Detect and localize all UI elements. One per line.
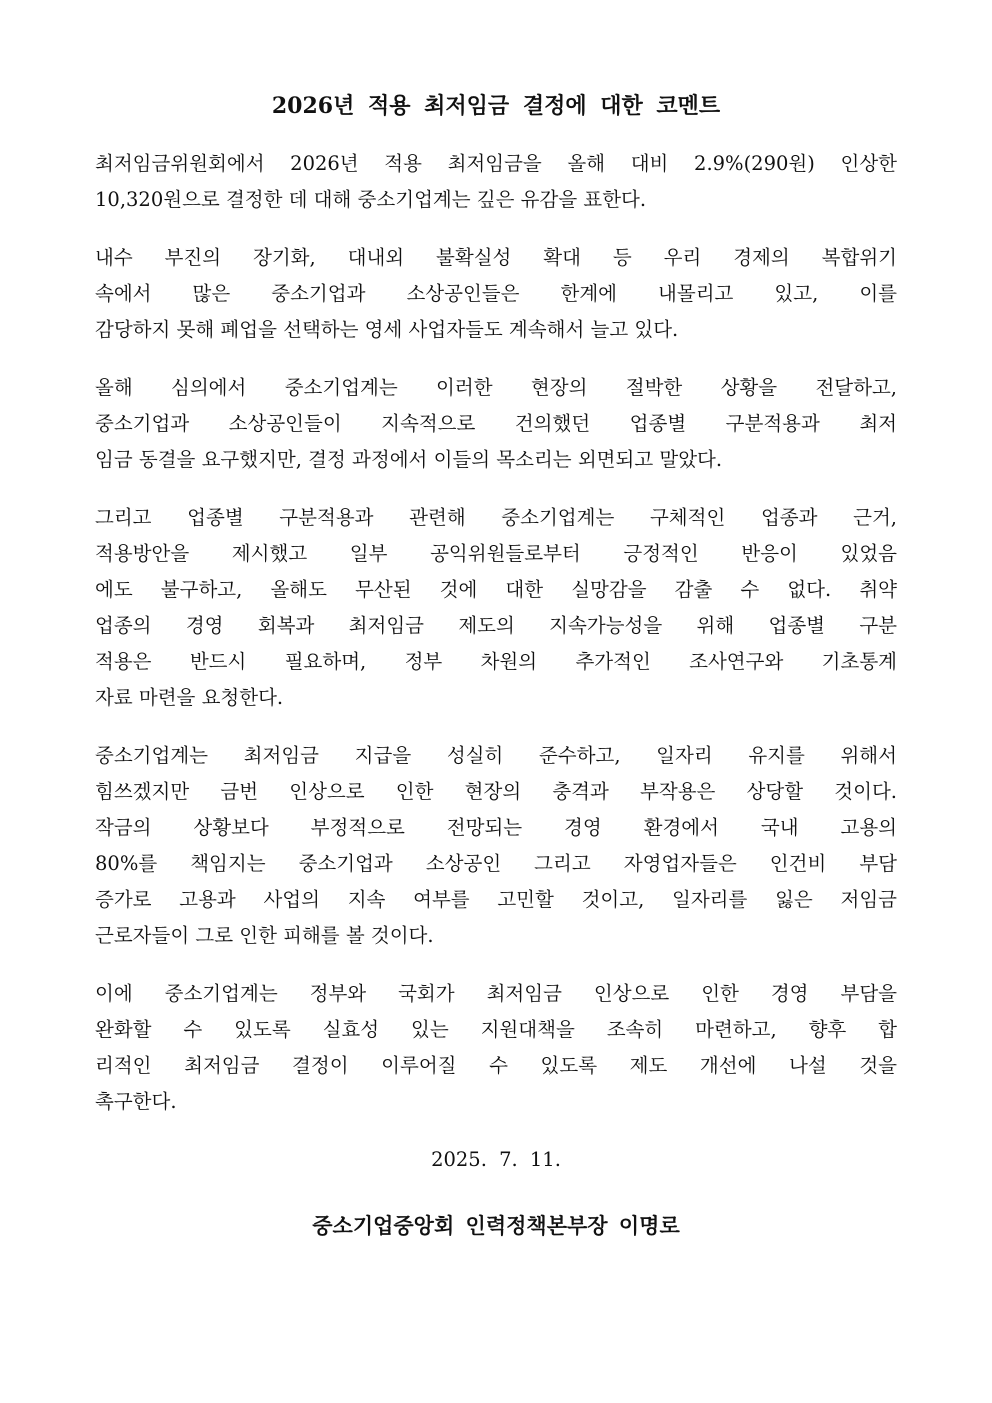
paragraph <box>95 240 897 348</box>
paragraph-line: 증가로 고용과 사업의 지속 여부를 고민할 것이고, 일자리를 잃은 저임금 <box>95 888 897 911</box>
document-date: 2025. 7. 11. <box>431 1148 561 1171</box>
paragraph <box>95 370 897 478</box>
paragraph-line: 촉구한다. <box>95 1090 177 1113</box>
paragraph-line: 10,320원으로 결정한 데 대해 중소기업계는 깊은 유감을 표한다. <box>95 188 647 211</box>
document-body <box>95 146 897 1120</box>
document-signature: 중소기업중앙회 인력정책본부장 이명로 <box>312 1213 680 1238</box>
paragraph-line: 중소기업계는 최저임금 지급을 성실히 준수하고, 일자리 유지를 위해서 <box>95 744 897 767</box>
document-page <box>95 88 897 1244</box>
paragraph-line: 내수 부진의 장기화, 대내외 불확실성 확대 등 우리 경제의 복합위기 <box>95 246 897 269</box>
document-title: 2026년 적용 최저임금 결정에 대한 코멘트 <box>271 93 721 119</box>
paragraph <box>95 500 897 716</box>
paragraph-line: 완화할 수 있도록 실효성 있는 지원대책을 조속히 마련하고, 향후 합 <box>95 1018 897 1041</box>
paragraph-line: 최저임금위원회에서 2026년 적용 최저임금을 올해 대비 2.9%(290원) 인상한 <box>95 152 897 175</box>
paragraph-line: 감당하지 못해 폐업을 선택하는 영세 사업자들도 계속해서 늘고 있다. <box>95 318 679 341</box>
paragraph-line: 이에 중소기업계는 정부와 국회가 최저임금 인상으로 인한 경영 부담을 <box>95 982 897 1005</box>
paragraph-line: 작금의 상황보다 부정적으로 전망되는 경영 환경에서 국내 고용의 <box>95 816 897 839</box>
paragraph-line: 근로자들이 그로 인한 피해를 볼 것이다. <box>95 924 434 947</box>
paragraph-line: 적용방안을 제시했고 일부 공익위원들로부터 긍정적인 반응이 있었음 <box>95 542 897 565</box>
paragraph <box>95 146 897 218</box>
paragraph-line: 중소기업과 소상공인들이 지속적으로 건의했던 업종별 구분적용과 최저 <box>95 412 897 435</box>
paragraph-line: 리적인 최저임금 결정이 이루어질 수 있도록 제도 개선에 나설 것을 <box>95 1054 897 1077</box>
paragraph-line: 80%를 책임지는 중소기업과 소상공인 그리고 자영업자들은 인건비 부담 <box>95 852 897 875</box>
paragraph-line: 임금 동결을 요구했지만, 결정 과정에서 이들의 목소리는 외면되고 말았다. <box>95 448 723 471</box>
paragraph <box>95 976 897 1120</box>
paragraph-line: 올해 심의에서 중소기업계는 이러한 현장의 절박한 상황을 전달하고, <box>95 376 897 399</box>
paragraph-line: 업종의 경영 회복과 최저임금 제도의 지속가능성을 위해 업종별 구분 <box>95 614 897 637</box>
paragraph-line: 적용은 반드시 필요하며, 정부 차원의 추가적인 조사연구와 기초통계 <box>95 650 897 673</box>
paragraph-line: 힘쓰겠지만 금번 인상으로 인한 현장의 충격과 부작용은 상당할 것이다. <box>95 780 897 803</box>
paragraph-line: 속에서 많은 중소기업과 소상공인들은 한계에 내몰리고 있고, 이를 <box>95 282 897 305</box>
paragraph <box>95 738 897 954</box>
paragraph-line: 에도 불구하고, 올해도 무산된 것에 대한 실망감을 감출 수 없다. 취약 <box>95 578 897 601</box>
paragraph-line: 그리고 업종별 구분적용과 관련해 중소기업계는 구체적인 업종과 근거, <box>95 506 897 529</box>
paragraph-line: 자료 마련을 요청한다. <box>95 686 284 709</box>
